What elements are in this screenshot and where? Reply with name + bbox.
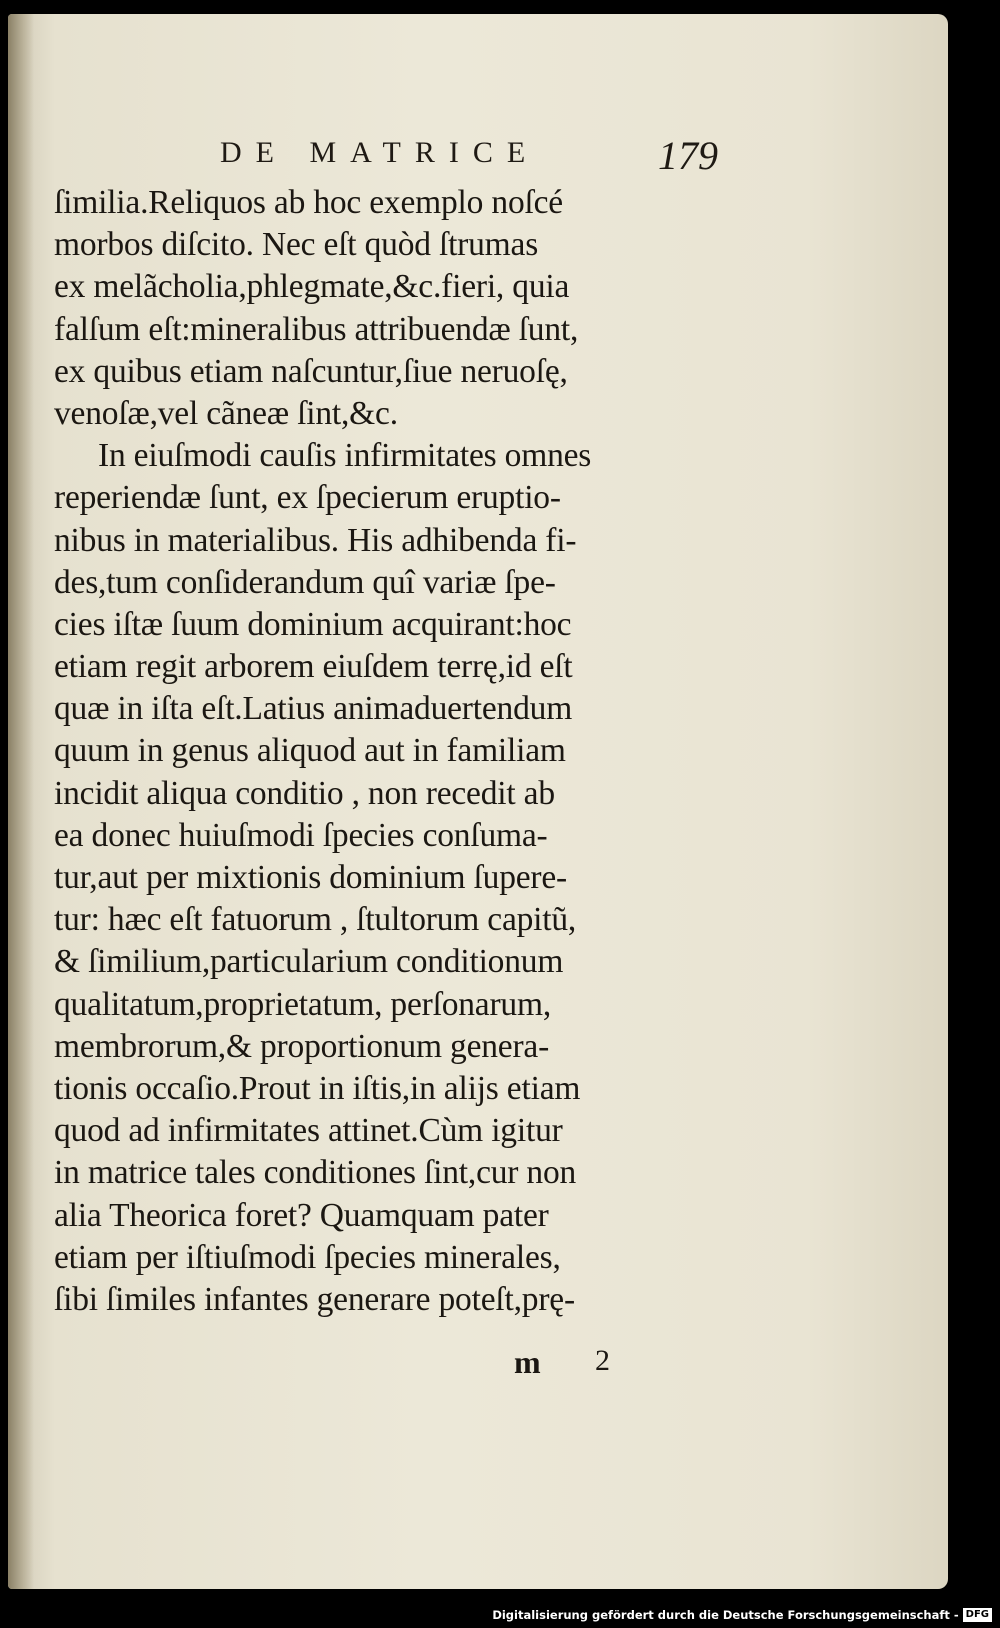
text-line: cies iſtæ ſuum dominium acquirant:hoc: [54, 605, 572, 643]
signature-letter: m: [514, 1344, 541, 1380]
text-line: in matrice tales conditiones ſint,cur non: [54, 1154, 577, 1192]
body-text: [54, 182, 734, 1321]
text-line: alia Theorica foret? Quamquam pater: [54, 1196, 549, 1234]
digitization-footer: [492, 1604, 992, 1626]
text-line: incidit aliqua conditio , non recedit ab: [54, 774, 555, 812]
dfg-credit-text: Digitalisierung gefördert durch die Deutsche Forschungsgemeinschaft -: [492, 1608, 959, 1622]
page-number: 179: [658, 133, 718, 178]
text-line: tur: hæc eſt fatuorum , ſtultorum capitũ,: [54, 901, 577, 939]
text-line: ex quibus etiam naſcuntur,ſiue neruoſę,: [54, 352, 568, 390]
text-line: qualitatum,proprietatum, perſonarum,: [54, 985, 552, 1023]
text-line: reperiendæ ſunt, ex ſpecierum eruptio-: [54, 479, 561, 517]
text-line: nibus in materialibus. His adhibenda fi-: [54, 521, 577, 559]
running-title: DE MATRICE: [220, 136, 540, 169]
text-line: morbos diſcito. Nec eſt quòd ſtrumas: [54, 226, 539, 264]
text-line: tur,aut per mixtionis dominium ſupere-: [54, 859, 568, 896]
text-line: ex melãcholia,phlegmate,&c.fieri, quia: [54, 268, 570, 306]
text-line: des,tum conſiderandum quî variæ ſpe-: [54, 563, 556, 601]
paragraph-start-line: In eiuſmodi cauſis infirmitates omnes: [98, 437, 592, 475]
text-line: ea donec huiuſmodi ſpecies conſuma-: [54, 816, 548, 854]
text-line: etiam regit arborem eiuſdem terrę,id eſt: [54, 648, 573, 686]
page-header: [8, 132, 948, 182]
text-line: quæ in iſta eſt.Latius animaduertendum: [54, 690, 573, 728]
text-line: quod ad infirmitates attinet.Cùm igitur: [54, 1112, 563, 1150]
text-line: falſum eſt:mineralibus attribuendæ ſunt,: [54, 310, 579, 348]
text-line: ſimilia.Reliquos ab hoc exemplo noſcé: [54, 184, 563, 221]
text-line: membrorum,& proportionum genera-: [54, 1027, 550, 1065]
signature-mark: [8, 1344, 948, 1388]
text-line: tionis occaſio.Prout in iſtis,in alijs etiam: [54, 1069, 581, 1107]
text-line: quum in genus aliquod aut in familiam: [54, 732, 566, 770]
signature-number: 2: [595, 1344, 610, 1377]
text-line: venoſæ,vel cãneæ ſint,&c.: [54, 394, 398, 432]
book-page: [8, 14, 948, 1589]
text-line: & ſimilium,particularium conditionum: [54, 943, 564, 981]
text-line: ſibi ſimiles infantes generare poteſt,prę-: [54, 1280, 575, 1318]
text-line: etiam per iſtiuſmodi ſpecies minerales,: [54, 1238, 561, 1276]
dfg-logo: DFG: [963, 1608, 992, 1622]
